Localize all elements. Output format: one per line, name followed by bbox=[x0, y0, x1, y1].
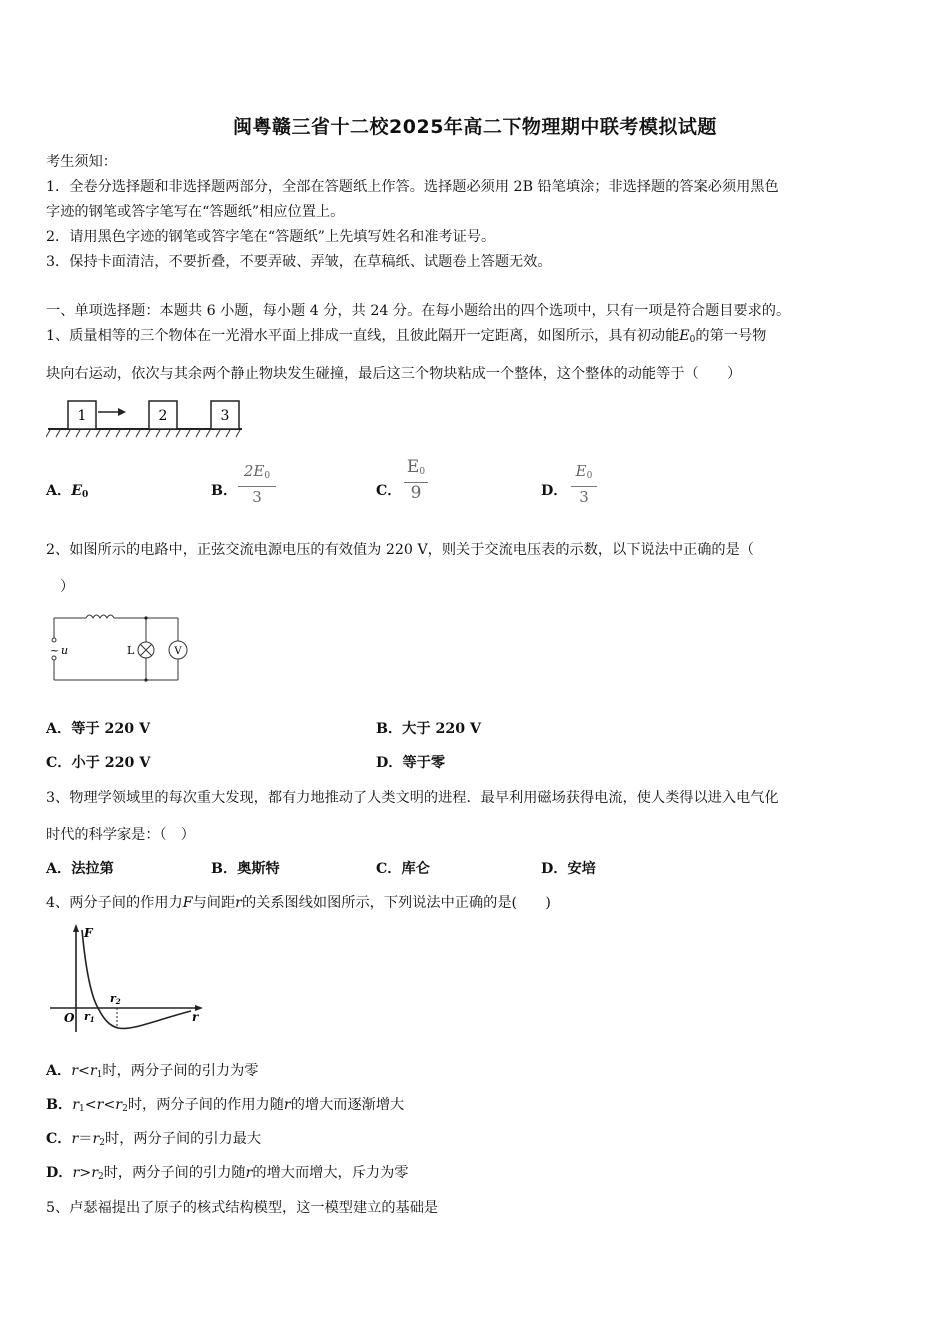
y-axis-arrow-icon bbox=[73, 924, 79, 932]
q1-option-d-den: 3 bbox=[579, 488, 589, 506]
q1-option-c-den: 9 bbox=[410, 483, 422, 503]
r1-label: r1 bbox=[84, 1010, 95, 1024]
q1-option-a-value: E bbox=[71, 483, 83, 499]
q3-option-a[interactable]: A．法拉第 bbox=[46, 861, 114, 877]
q4-stem-part1: 4、两分子间的作用力 bbox=[46, 895, 183, 911]
q2-option-b[interactable]: B．大于 220 V bbox=[376, 721, 482, 737]
q4-option-a[interactable]: A．$r<r_1$时，两分子间的引力为零 bbox=[46, 1063, 259, 1080]
q1-option-c-num: E bbox=[406, 457, 420, 477]
q1-stem-line1 bbox=[46, 327, 766, 349]
origin-label: O bbox=[64, 1011, 75, 1025]
q1-e0-symbol: E bbox=[679, 328, 690, 344]
fraction-bar bbox=[571, 486, 597, 487]
notice-item-1a: 1．全卷分选择题和非选择题两部分，全部在答题纸上作答。选择题必须用 2B 铅笔填涂；非选择题的答案必须用黑色 bbox=[46, 179, 779, 195]
fraction-bar bbox=[238, 486, 276, 487]
q1-option-b-num: 2E bbox=[243, 462, 265, 480]
notice-item-1b: 字迹的钢笔或答字笔写在“答题纸”相应位置上。 bbox=[46, 204, 345, 220]
x-axis-label: r bbox=[192, 1010, 199, 1024]
q1-option-a-label: A． bbox=[46, 483, 72, 499]
q1-option-b-label[interactable]: B． bbox=[211, 483, 238, 499]
q3-stem-line1: 3、物理学领域里的每次重大发现，都有力地推动了人类文明的进程．最早利用磁场获得电流，使人类得以进入电气化 bbox=[46, 790, 779, 806]
q1-option-d-label[interactable]: D． bbox=[541, 483, 568, 499]
q1-option-d-num: E bbox=[575, 462, 587, 480]
notice-item-2: 2．请用黑色字迹的钢笔或答字笔在“答题纸”上先填写姓名和准考证号。 bbox=[46, 229, 496, 245]
block-1-label: 1 bbox=[77, 408, 87, 424]
voltmeter-label: V bbox=[174, 646, 182, 657]
q4-stem bbox=[46, 894, 551, 912]
q1-option-b-num-sub: 0 bbox=[264, 471, 271, 481]
q1-option-c-label[interactable]: C． bbox=[376, 483, 402, 499]
q1-blocks-figure bbox=[46, 396, 246, 438]
q2-stem-line2: ） bbox=[60, 579, 75, 595]
q2-stem-line1: 2、如图所示的电路中，正弦交流电源电压的有效值为 220 V，则关于交流电压表的示数，以下说法中正确的是（ bbox=[46, 542, 754, 558]
q3-stem-line2: 时代的科学家是：（ ） bbox=[46, 827, 195, 843]
inductor-coil-icon bbox=[86, 615, 114, 618]
q1-option-b-fraction bbox=[238, 462, 276, 506]
q1-stem-part1: 1、质量相等的三个物体在一光滑水平面上排成一直线，且彼此隔开一定距离，如图所示，具有初动能 bbox=[46, 328, 680, 344]
y-axis-label: F bbox=[84, 926, 93, 940]
section-heading: 一、单项选择题：本题共 6 小题，每小题 4 分，共 24 分。在每小题给出的四个选项中，只有一项是符合题目要求的。 bbox=[46, 303, 791, 319]
source-label: u bbox=[61, 644, 69, 657]
source-symbol: ~ bbox=[50, 644, 60, 657]
q2-option-c[interactable]: C．小于 220 V bbox=[46, 755, 151, 771]
q1-option-b-den: 3 bbox=[252, 488, 262, 506]
notice-item-3: 3．保持卡面清洁，不要折叠，不要弄破、弄皱，在草稿纸、试题卷上答题无效。 bbox=[46, 254, 552, 270]
notice-heading: 考生须知： bbox=[46, 154, 117, 170]
q1-option-a[interactable] bbox=[46, 482, 88, 504]
q1-option-d-fraction bbox=[571, 462, 597, 506]
q2-circuit-figure bbox=[46, 608, 196, 688]
q4-var-r: r bbox=[235, 895, 242, 911]
block-2-label: 2 bbox=[158, 408, 168, 424]
q4-stem-part2: 与间距 bbox=[192, 895, 236, 911]
q1-stem-part2: 的第一号物 bbox=[695, 328, 767, 344]
velocity-arrow-icon bbox=[118, 408, 126, 416]
q3-option-b[interactable]: B．奥斯特 bbox=[211, 861, 280, 877]
q4-option-d[interactable]: D．$r>r_2$时，两分子间的引力随r的增大而增大，斥力为零 bbox=[46, 1165, 409, 1182]
page-title: 闽粤赣三省十二校2025年高二下物理期中联考模拟试题 bbox=[233, 116, 717, 138]
force-curve bbox=[82, 930, 191, 1029]
q1-e0-sub: 0 bbox=[689, 335, 696, 345]
q2-option-d[interactable]: D．等于零 bbox=[376, 755, 446, 771]
lamp-label: L bbox=[127, 644, 135, 657]
q1-option-a-sub: 0 bbox=[82, 490, 89, 500]
q4-option-c[interactable]: C．$r=r_2$时，两分子间的引力最大 bbox=[46, 1131, 262, 1148]
r2-label: r2 bbox=[110, 992, 121, 1006]
q4-option-b[interactable]: B．$r_1<r<r_2$时，两分子间的作用力随r的增大而逐渐增大 bbox=[46, 1097, 405, 1114]
q1-stem-line2: 块向右运动，依次与其余两个静止物块发生碰撞，最后这三个物块粘成一个整体，这个整体的动能等于（ ） bbox=[46, 366, 742, 382]
block-3-label: 3 bbox=[220, 408, 230, 424]
q3-option-c[interactable]: C．库仑 bbox=[376, 861, 430, 877]
q2-option-a[interactable]: A．等于 220 V bbox=[46, 721, 151, 737]
q1-option-c-num-sub: 0 bbox=[419, 467, 426, 477]
q4-var-f: F bbox=[182, 895, 193, 911]
q4-stem-part3: 的关系图线如图所示，下列说法中正确的是( ) bbox=[241, 895, 551, 911]
q1-option-c-fraction bbox=[404, 458, 428, 502]
q1-option-d-num-sub: 0 bbox=[586, 471, 593, 481]
q3-option-d[interactable]: D．安培 bbox=[541, 861, 596, 877]
q4-force-graph-figure bbox=[46, 922, 211, 1040]
q5-stem: 5、卢瑟福提出了原子的核式结构模型，这一模型建立的基础是 bbox=[46, 1200, 439, 1216]
